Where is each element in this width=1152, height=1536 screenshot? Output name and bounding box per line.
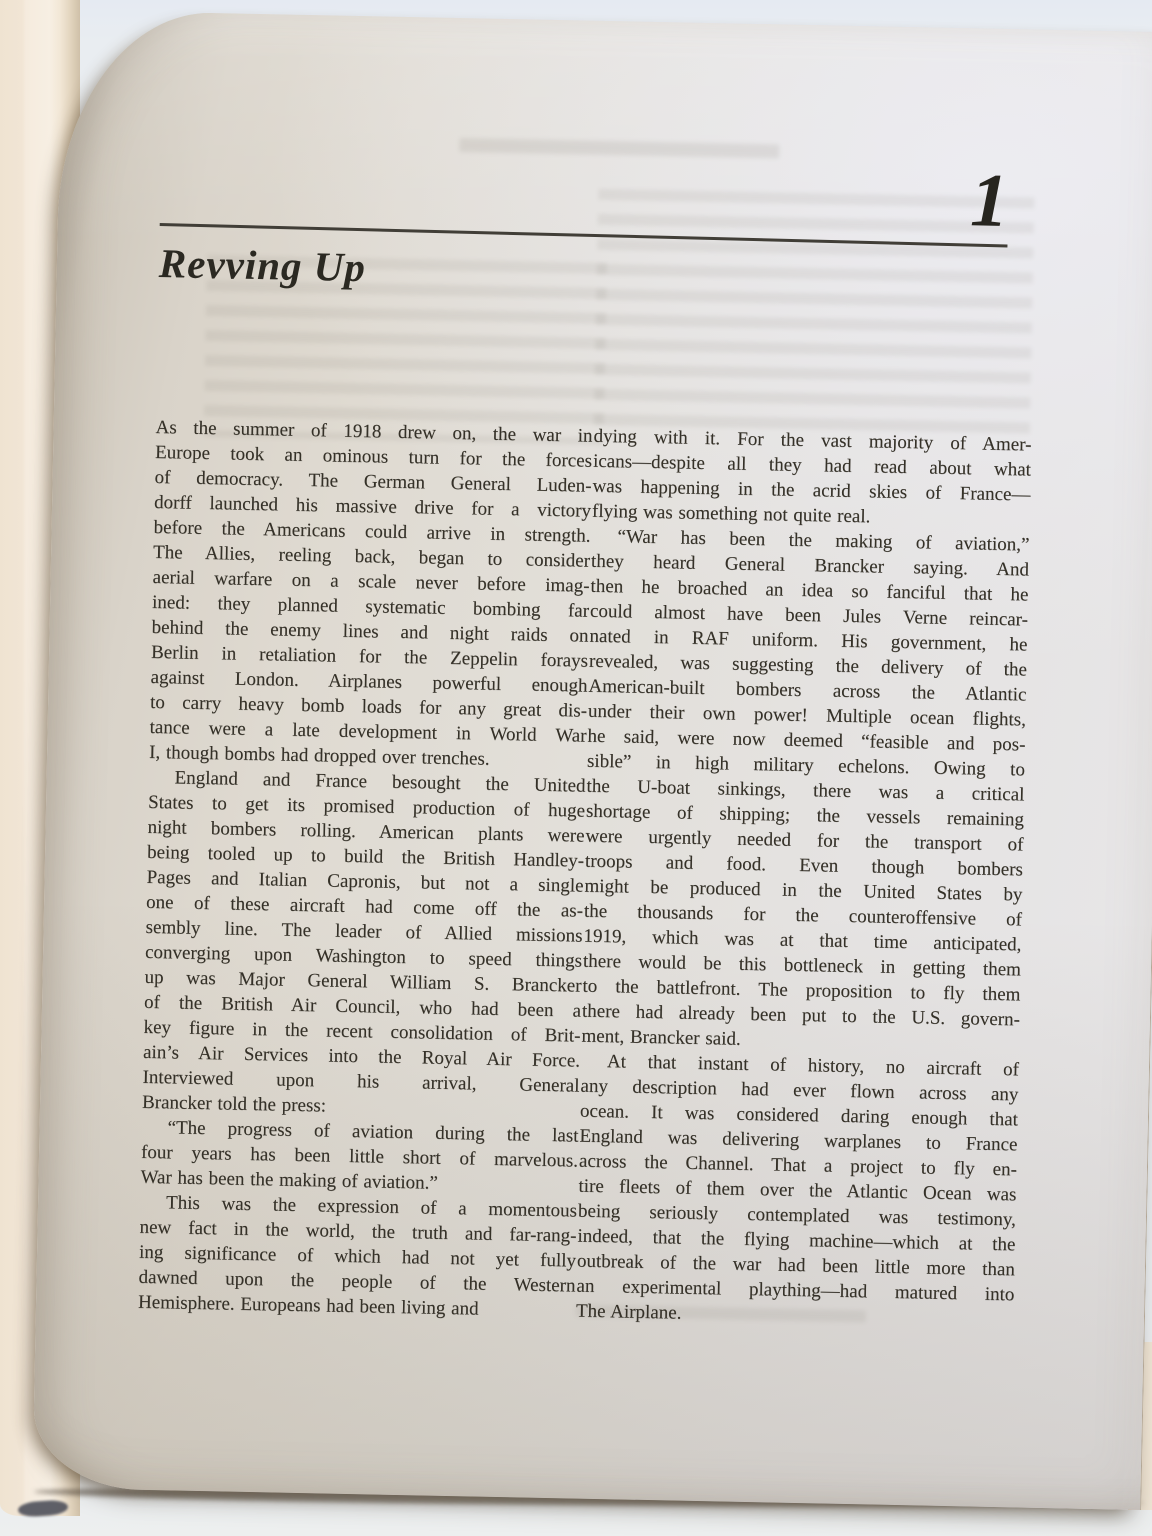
text-line: England and France besought the United	[174, 767, 586, 797]
text-line: American-built bombers across the Atlantic	[588, 675, 1027, 706]
text-line: shortage of shipping; the vessels remaining	[585, 800, 1025, 831]
text-line: four years has been little short of marvelous.	[140, 1141, 579, 1172]
text-line: revealed, was suggesting the delivery of the	[588, 650, 1028, 681]
text-line: flying was something not quite real.	[591, 500, 871, 528]
paragraph	[576, 1049, 1019, 1333]
text-line: the thousands for the counteroffensive of	[583, 900, 1023, 931]
text-line: I, though bombs had dropped over trenches.	[148, 741, 490, 770]
show-through-text-right	[594, 189, 1035, 448]
text-line: against London. Airplanes powerful enough	[150, 666, 588, 697]
text-line: before the Americans could arrive in strength.	[153, 516, 591, 547]
text-line: they heard General Brancker saying. And	[590, 550, 1030, 581]
text-line: States to get its promised production of huge	[147, 791, 586, 822]
show-through-heading	[459, 138, 779, 158]
text-line: sembly line. The leader of Allied missions	[145, 916, 583, 947]
text-line: one of these aircraft had come off the as-	[145, 891, 584, 922]
text-line: to carry heavy bomb loads for any great dis-	[149, 691, 588, 722]
text-line: sible” in high military echelons. Owing to	[586, 750, 1026, 781]
text-line: dying with it. For the vast majority of Amer-	[593, 425, 1032, 456]
text-line: nated in RAF uniform. His government, he	[589, 625, 1028, 656]
text-line: Hemisphere. Europeans had been living and	[137, 1291, 479, 1320]
text-line: he said, were now deemed “feasible and pos-	[587, 725, 1026, 756]
text-line: tire fleets of them over the Atlantic Ocean was	[578, 1175, 1017, 1206]
text-line: were urgently needed for the transport of	[585, 825, 1024, 856]
paragraph	[140, 1115, 578, 1199]
text-line: This was the expression of a momentous	[165, 1192, 578, 1222]
text-line: As the summer of 1918 drew on, the war in	[155, 416, 593, 447]
text-line: being tooled up to build the British Handley-	[146, 841, 585, 872]
paragraph	[138, 1190, 577, 1324]
text-line: new fact in the world, the truth and far-rang-	[139, 1216, 577, 1247]
text-line: might be produced in the United States by	[584, 875, 1023, 906]
text-line: was happening in the acrid skies of France—	[592, 475, 1031, 506]
text-line: aerial warfare on a scale never before imag-	[152, 566, 590, 597]
paragraph	[581, 524, 1029, 1058]
text-line: outbreak of the war had been little more than	[576, 1250, 1016, 1281]
text-line: ain’s Air Services into the Royal Air Force.	[142, 1041, 581, 1072]
text-line: Pages and Italian Capronis, but not a single	[146, 866, 584, 897]
text-line: to the battlefront. The proposition to fly them	[582, 975, 1021, 1006]
text-line: “The progress of aviation during the last	[167, 1117, 579, 1147]
text-line: ing significance of which had not yet fully	[138, 1241, 577, 1272]
text-line: troops and food. Even though bombers	[584, 850, 1024, 881]
text-line: Berlin in retaliation for the Zeppelin forays	[150, 641, 589, 672]
text-line: ment, Brancker said.	[581, 1025, 741, 1050]
text-line: converging upon Washington to speed things	[144, 941, 583, 972]
text-line: behind the enemy lines and night raids on	[151, 616, 589, 647]
text-line: being seriously contemplated was testimony,	[577, 1200, 1017, 1231]
text-line: there had already been put to the U.S. govern-	[581, 1000, 1021, 1031]
chapter-number: 1	[969, 158, 1010, 244]
text-line: The Airplane.	[575, 1300, 682, 1324]
text-line: up was Major General William S. Brancker	[144, 966, 582, 997]
text-line: tance were a late development in World War	[149, 716, 587, 747]
text-line: dorff launched his massive drive for a victory	[153, 491, 592, 522]
text-line: night bombers rolling. American plants were	[147, 816, 585, 847]
text-line: indeed, that the flying machine—which at the	[577, 1225, 1016, 1256]
text-line: War has been the making of aviation.”	[140, 1166, 439, 1194]
paragraph	[142, 765, 586, 1124]
text-line: Interviewed upon his arrival, General	[142, 1066, 580, 1097]
text-line: England was delivering warplanes to France	[579, 1125, 1018, 1156]
chapter-title: Revving Up	[158, 240, 367, 291]
text-line: could almost have been Jules Verne reincar-	[589, 600, 1029, 631]
text-line: Europe took an ominous turn for the forces	[154, 441, 593, 472]
book-page	[32, 10, 1152, 1510]
text-line: At that instant of history, no aircraft of	[606, 1051, 1020, 1081]
text-line: of democracy. The German General Luden-	[154, 466, 592, 497]
text-line: “War has been the making of aviation,”	[617, 526, 1030, 556]
paragraph	[592, 424, 1032, 533]
text-line: Brancker told the press:	[141, 1091, 327, 1117]
text-line: ocean. It was considered daring enough that	[579, 1100, 1019, 1131]
text-line: any description had ever flown across any	[580, 1075, 1019, 1106]
text-column-left	[138, 415, 593, 1324]
text-line: there would be this bottleneck in getting them	[582, 950, 1022, 981]
text-line: dawned upon the people of the Western	[138, 1266, 576, 1297]
text-column-right	[576, 424, 1032, 1333]
text-line: key figure in the recent consolidation of Brit-	[143, 1016, 581, 1047]
text-line: The Allies, reeling back, began to consider	[152, 541, 591, 572]
paragraph	[149, 415, 593, 774]
text-line: the U-boat sinkings, there was a critical	[586, 775, 1025, 806]
text-line: 1919, which was at that time anticipated,	[583, 925, 1022, 956]
text-line: then he broached an idea so fanciful that he	[590, 575, 1029, 606]
text-line: ined: they planned systematic bombing far	[151, 591, 590, 622]
text-line: across the Channel. That a project to fly en-	[578, 1150, 1018, 1181]
text-line: under their own power! Multiple ocean flights,	[587, 700, 1027, 731]
text-line: icans—despite all they had read about what	[592, 450, 1032, 481]
text-line: an experimental plaything—had matured into	[576, 1275, 1015, 1306]
text-line: of the British Air Council, who had been a	[143, 991, 582, 1022]
